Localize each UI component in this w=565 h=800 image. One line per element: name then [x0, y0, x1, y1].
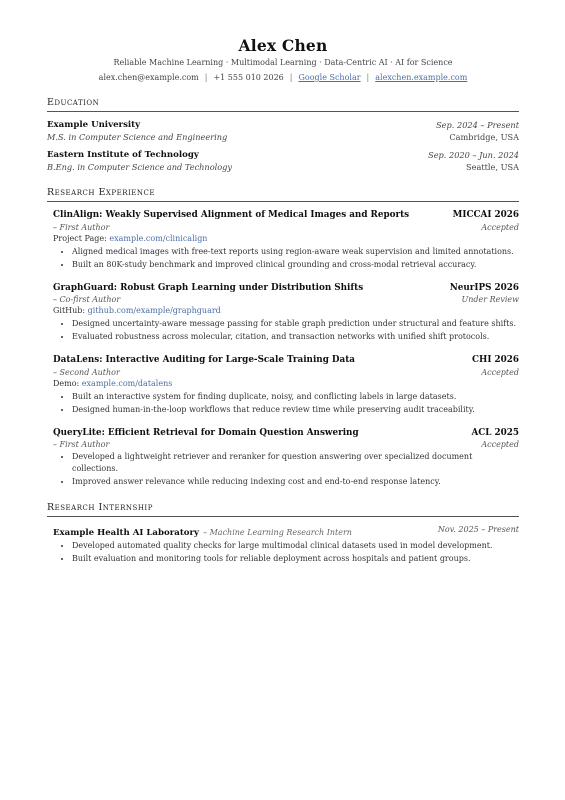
bullet-item: • Evaluated robustness across molecular, citation, and transaction networks with unified shift protocols. — [72, 331, 519, 343]
research-experience-section — [47, 187, 519, 488]
bullet-item: • Built an 80K-study benchmark and improved clinical grounding and cross-modal retrieval accuracy. — [72, 259, 519, 271]
contact-separator: | — [204, 73, 208, 82]
research-project — [53, 427, 519, 489]
research-project — [53, 282, 519, 344]
education-date: Sep. 2024 – Present — [436, 120, 519, 130]
bullet-item: • Developed a lightweight retriever and reranker for question answering over specialized document collections. — [72, 451, 519, 475]
research-internship-section — [47, 502, 519, 565]
contact-line — [47, 72, 519, 83]
internship-date: Nov. 2025 – Present — [437, 525, 519, 534]
education-entry — [47, 149, 519, 173]
email-link[interactable]: alex.chen@example.com — [98, 73, 199, 82]
project-bullets — [53, 391, 519, 416]
section-heading: Education — [47, 97, 519, 112]
author-role: – Second Author — [53, 367, 120, 377]
project-venue: CHI 2026 — [472, 355, 519, 365]
bullet-item: • Developed automated quality checks for large multimodal clinical datasets used in model development. — [72, 540, 519, 552]
degree: B.Eng. in Computer Science and Technology — [47, 162, 233, 172]
project-title: ClinAlign: Weakly Supervised Alignment of Medical Images and Reports — [53, 210, 410, 220]
demo-link[interactable]: example.com/datalens — [81, 378, 173, 388]
contact-separator: | — [366, 73, 370, 82]
resume-header — [47, 36, 519, 83]
project-venue: NeurIPS 2026 — [449, 282, 519, 293]
project-title: GraphGuard: Robust Graph Learning under Distribution Shifts — [53, 282, 364, 293]
internship-role: – Machine Learning Research Intern — [203, 528, 352, 537]
project-link-line — [53, 233, 519, 245]
project-venue: ACL 2025 — [471, 427, 519, 438]
section-heading: Research Internship — [47, 502, 519, 517]
project-link-line — [53, 378, 519, 390]
project-bullets — [53, 451, 519, 488]
bullet-item: • Built an interactive system for finding duplicate, noisy, and conflicting labels in large datasets. — [72, 391, 519, 403]
google-scholar-link[interactable]: Google Scholar — [298, 73, 361, 82]
education-section — [47, 97, 519, 173]
github-link[interactable]: github.com/example/graphguard — [87, 306, 221, 315]
project-title: QueryLite: Efficient Retrieval for Domain Question Answering — [53, 427, 359, 438]
contact-separator: | — [289, 73, 293, 82]
school-name: Eastern Institute of Technology — [47, 150, 199, 160]
school-name: Example University — [47, 120, 141, 130]
research-project — [53, 354, 519, 416]
link-label: GitHub: — [53, 306, 86, 315]
degree: M.S. in Computer Science and Engineering — [47, 132, 228, 142]
author-role: – First Author — [53, 222, 110, 232]
publication-status: Accepted — [481, 440, 519, 449]
bullet-item: • Designed uncertainty-aware message passing for stable graph prediction under structural and feature shifts. — [72, 318, 519, 330]
project-bullets — [53, 246, 519, 271]
link-label: Project Page: — [53, 233, 107, 243]
education-entry — [47, 119, 519, 143]
project-page-link[interactable]: example.com/clinicalign — [109, 233, 208, 243]
internship-bullets — [53, 540, 519, 565]
bullet-item: • Improved answer relevance while reducing indexing cost and end-to-end response latency. — [72, 476, 519, 488]
bullet-item: • Built evaluation and monitoring tools for reliable deployment across hospitals and patient groups. — [72, 553, 519, 565]
project-venue: MICCAI 2026 — [452, 210, 519, 220]
link-label: Demo: — [53, 378, 80, 388]
bullet-item: • Aligned medical images with free-text reports using region-aware weak supervision and limited annotations. — [72, 246, 519, 258]
project-title: DataLens: Interactive Auditing for Large-Scale Training Data — [53, 355, 355, 365]
research-interests: Reliable Machine Learning · Multimodal Learning · Data-Centric AI · AI for Science — [113, 58, 453, 67]
publication-status: Accepted — [481, 367, 519, 377]
education-location: Cambridge, USA — [449, 132, 519, 142]
research-project — [53, 209, 519, 271]
education-location: Seattle, USA — [465, 162, 519, 172]
project-bullets — [53, 318, 519, 343]
phone-number: +1 555 010 2026 — [213, 73, 284, 82]
internship-entry — [53, 524, 519, 565]
education-date: Sep. 2020 – Jun. 2024 — [428, 150, 519, 160]
section-heading: Research Experience — [47, 187, 519, 202]
publication-status: Accepted — [481, 222, 519, 232]
internship-organization: Example Health AI Laboratory — [53, 528, 200, 538]
publication-status: Under Review — [461, 295, 519, 304]
bullet-item: • Designed human-in-the-loop workflows that reduce review time while preserving audit traceability. — [72, 404, 519, 416]
author-role: – Co-first Author — [53, 295, 121, 304]
website-link[interactable]: alexchen.example.com — [375, 73, 468, 82]
project-link-line — [53, 305, 519, 317]
author-role: – First Author — [53, 440, 110, 449]
candidate-name: Alex Chen — [238, 36, 328, 55]
